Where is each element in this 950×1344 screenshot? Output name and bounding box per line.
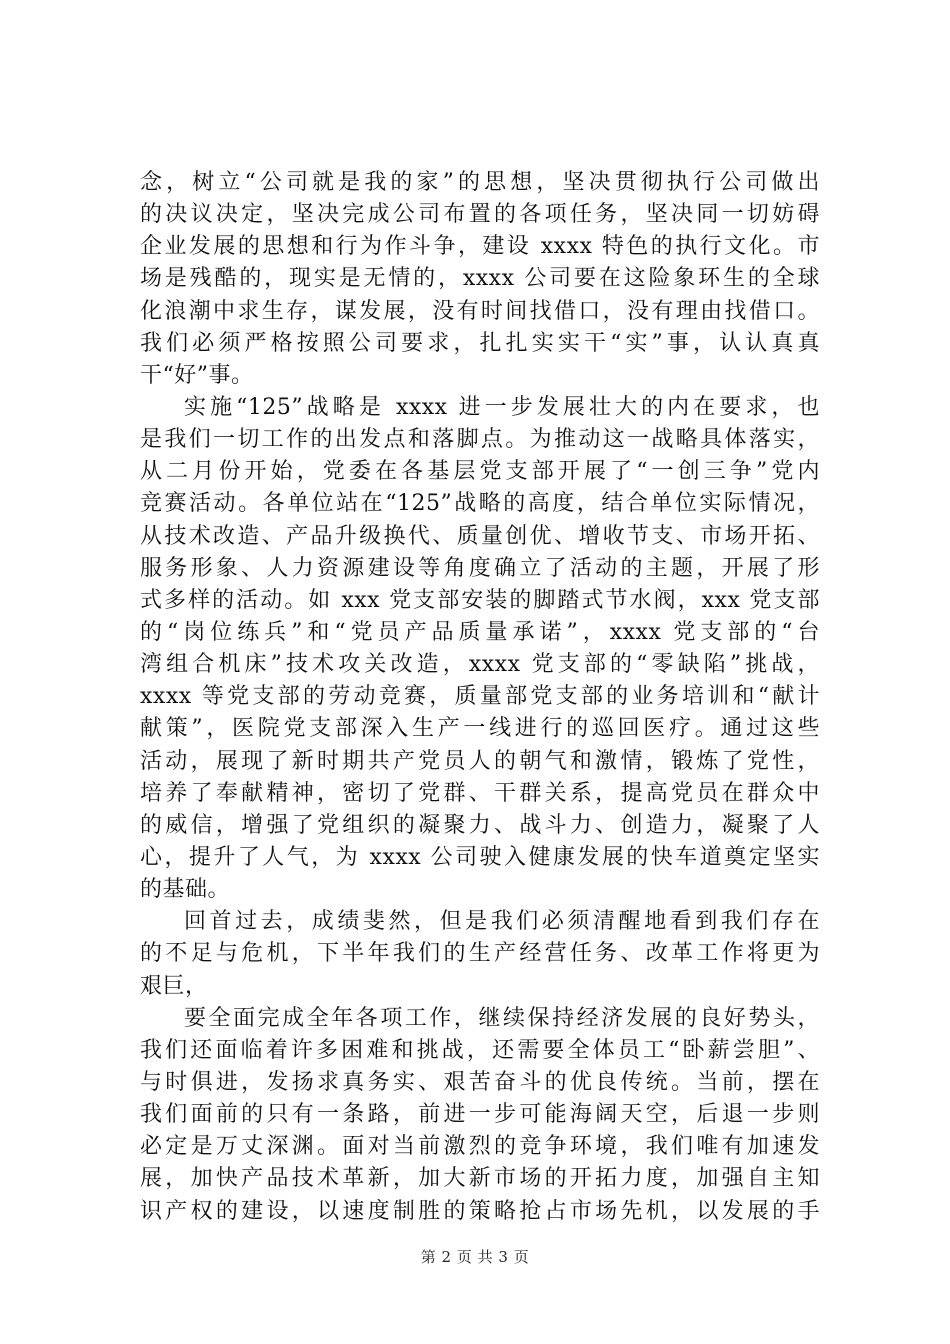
- text-line: 化浪潮中求生存，谋发展，没有时间找借口，没有理由找借口。: [140, 298, 820, 324]
- text-line: xxxx 等党支部的劳动竞赛，质量部党支部的业务培训和“献计: [140, 684, 820, 710]
- text-line: 的决议决定，坚决完成公司布置的各项任务，坚决同一切妨碍: [140, 202, 820, 228]
- text-line: 服务形象、人力资源建设等角度确立了活动的主题，开展了形: [140, 555, 820, 581]
- text-line: 我们必须严格按照公司要求，扎扎实实干“实”事，认认真真: [140, 330, 820, 356]
- text-line: 的“岗位练兵”和“党员产品质量承诺”，xxxx 党支部的“台: [140, 619, 820, 645]
- text-line: 必定是万丈深渊。面对当前激烈的竞争环境，我们唯有加速发: [140, 1134, 820, 1160]
- text-line: 从二月份开始，党委在各基层党支部开展了“一创三争”党内: [140, 459, 820, 485]
- text-line: 场是残酷的，现实是无情的，xxxx 公司要在这险象环生的全球: [140, 266, 820, 292]
- text-line: 我们还面临着许多困难和挑战，还需要全体员工“卧薪尝胆”、: [140, 1037, 820, 1063]
- text-line: 艰巨，: [140, 973, 208, 999]
- text-line: 培养了奉献精神，密切了党群、干群关系，提高党员在群众中: [140, 780, 820, 806]
- text-line: 活动，展现了新时期共产党员人的朝气和激情，锻炼了党性，: [140, 748, 820, 774]
- text-line: 的基础。: [140, 877, 231, 903]
- text-line: 从技术改造、产品升级换代、质量创优、增收节支、市场开拓、: [140, 523, 820, 549]
- text-line: 竞赛活动。各单位站在“125”战略的高度，结合单位实际情况，: [140, 491, 820, 517]
- text-line: 与时俱进，发扬求真务实、艰苦奋斗的优良传统。当前，摆在: [140, 1069, 820, 1095]
- text-line: 要全面完成全年各项工作，继续保持经济发展的良好势头，: [184, 1005, 820, 1031]
- text-line: 识产权的建设，以速度制胜的策略抢占市场先机，以发展的手: [140, 1198, 820, 1224]
- text-line: 是我们一切工作的出发点和落脚点。为推动这一战略具体落实，: [140, 427, 820, 453]
- text-line: 的威信，增强了党组织的凝聚力、战斗力、创造力，凝聚了人: [140, 812, 820, 838]
- text-line: 我们面前的只有一条路，前进一步可能海阔天空，后退一步则: [140, 1102, 820, 1128]
- text-line: 实施“125”战略是 xxxx 进一步发展壮大的内在要求，也: [184, 394, 820, 420]
- text-line: 干“好”事。: [140, 362, 254, 388]
- text-line: 湾组合机床”技术攻关改造，xxxx 党支部的“零缺陷”挑战，: [140, 652, 820, 678]
- text-line: 的不足与危机，下半年我们的生产经营任务、改革工作将更为: [140, 941, 820, 967]
- text-line: 回首过去，成绩斐然，但是我们必须清醒地看到我们存在: [184, 909, 820, 935]
- text-line: 式多样的活动。如 xxx 党支部安装的脚踏式节水阀，xxx 党支部: [140, 587, 820, 613]
- page-number-footer: 第 2 页 共 3 页: [420, 1248, 530, 1266]
- text-line: 企业发展的思想和行为作斗争，建设 xxxx 特色的执行文化。市: [140, 234, 820, 260]
- text-line: 念，树立“公司就是我的家”的思想，坚决贯彻执行公司做出: [140, 170, 820, 195]
- text-line: 展，加快产品技术革新，加大新市场的开拓力度，加强自主知: [140, 1166, 820, 1192]
- text-line: 献策”，医院党支部深入生产一线进行的巡回医疗。通过这些: [140, 716, 820, 742]
- text-line: 心，提升了人气，为 xxxx 公司驶入健康发展的快车道奠定坚实: [140, 844, 820, 870]
- document-body: [140, 167, 820, 1228]
